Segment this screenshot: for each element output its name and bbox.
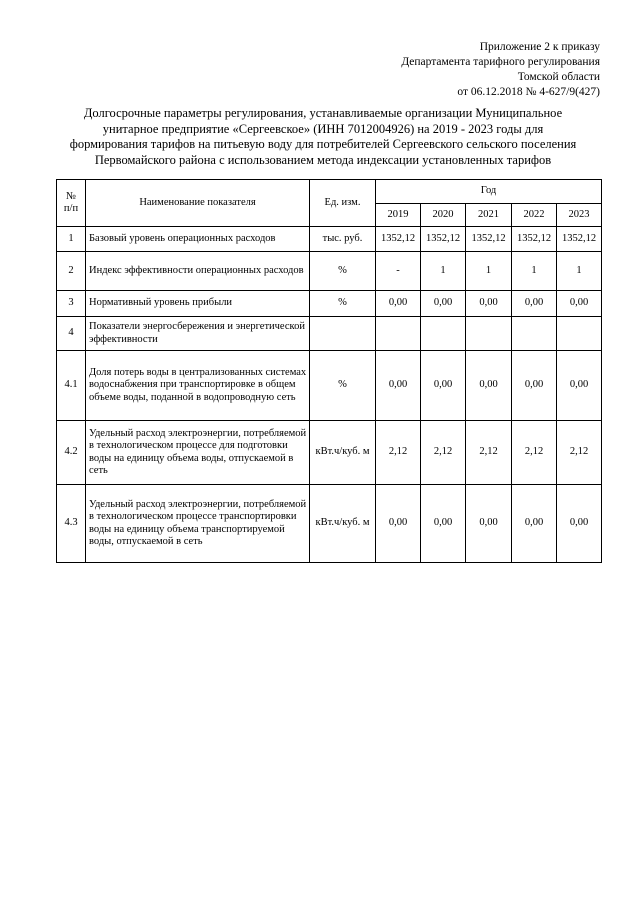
column-header-number-line: п/п bbox=[63, 203, 79, 214]
column-header-name: Наименование показателя bbox=[86, 180, 310, 227]
row-unit: % bbox=[310, 252, 376, 291]
header-line: от 06.12.2018 № 4-627/9(427) bbox=[457, 86, 600, 98]
column-header-number-line: № bbox=[65, 190, 77, 202]
table-row bbox=[57, 421, 602, 485]
row-value: 2,12 bbox=[421, 421, 466, 485]
row-name: Удельный расход электроэнергии, потребляемой в технологическом процессе транспортировки воды на единицу объема транспортируемой воды, отпускаемой в сеть bbox=[86, 485, 310, 563]
row-value: 0,00 bbox=[466, 485, 512, 563]
column-header-number bbox=[57, 180, 86, 227]
year-header: 2023 bbox=[557, 204, 602, 227]
row-unit: % bbox=[310, 351, 376, 421]
row-value: 0,00 bbox=[557, 485, 602, 563]
row-value: 0,00 bbox=[421, 485, 466, 563]
row-value bbox=[466, 317, 512, 351]
row-value: 0,00 bbox=[421, 351, 466, 421]
row-value: 1352,12 bbox=[557, 227, 602, 252]
column-header-unit: Ед. изм. bbox=[310, 180, 376, 227]
document-header bbox=[401, 40, 600, 100]
row-value: 1 bbox=[421, 252, 466, 291]
row-name: Базовый уровень операционных расходов bbox=[86, 227, 310, 252]
row-value: 1 bbox=[512, 252, 557, 291]
row-name: Удельный расход электроэнергии, потребляемой в технологическом процессе для подготовки воды на единицу объема воды, отпускаемой в сеть bbox=[86, 421, 310, 485]
title-line: формирования тарифов на питьевую воду для потребителей Сергеевского сельского поселения bbox=[69, 137, 577, 151]
row-value: 0,00 bbox=[466, 291, 512, 317]
row-value: 1 bbox=[466, 252, 512, 291]
row-unit: кВт.ч/куб. м bbox=[310, 485, 376, 563]
row-value: 0,00 bbox=[376, 291, 421, 317]
row-value: 1352,12 bbox=[376, 227, 421, 252]
row-number: 4.3 bbox=[57, 485, 86, 563]
document-title bbox=[40, 106, 606, 168]
row-number: 4 bbox=[57, 317, 86, 351]
row-value: - bbox=[376, 252, 421, 291]
row-value: 2,12 bbox=[466, 421, 512, 485]
row-name: Нормативный уровень прибыли bbox=[86, 291, 310, 317]
table-row bbox=[57, 351, 602, 421]
table-row bbox=[57, 252, 602, 291]
table-row bbox=[57, 485, 602, 563]
year-header: 2019 bbox=[376, 204, 421, 227]
row-unit: кВт.ч/куб. м bbox=[310, 421, 376, 485]
row-value bbox=[512, 317, 557, 351]
row-value: 0,00 bbox=[376, 351, 421, 421]
header-line: Приложение 2 к приказу bbox=[479, 41, 600, 53]
row-value: 1 bbox=[557, 252, 602, 291]
row-name: Доля потерь воды в централизованных системах водоснабжения при транспортировке в общем объеме воды, поданной в водопроводную сеть bbox=[86, 351, 310, 421]
title-line: унитарное предприятие «Сергеевское» (ИНН 7012004926) на 2019 - 2023 годы для bbox=[102, 121, 544, 136]
title-line: Долгосрочные параметры регулирования, устанавливаемые организации Муниципальное bbox=[83, 106, 563, 120]
row-value: 2,12 bbox=[557, 421, 602, 485]
title-line: Первомайского района с использованием метода индексации установленных тарифов bbox=[94, 152, 552, 167]
row-value: 1352,12 bbox=[466, 227, 512, 252]
row-unit bbox=[310, 317, 376, 351]
row-value: 0,00 bbox=[557, 291, 602, 317]
row-number: 4.2 bbox=[57, 421, 86, 485]
year-header: 2022 bbox=[512, 204, 557, 227]
row-number: 2 bbox=[57, 252, 86, 291]
column-header-year: Год bbox=[376, 180, 602, 204]
row-value bbox=[557, 317, 602, 351]
table-row bbox=[57, 291, 602, 317]
row-value bbox=[421, 317, 466, 351]
header-line: Департамента тарифного регулирования bbox=[401, 56, 600, 68]
year-header: 2021 bbox=[466, 204, 512, 227]
row-number: 1 bbox=[57, 227, 86, 252]
row-value: 0,00 bbox=[557, 351, 602, 421]
row-value: 2,12 bbox=[512, 421, 557, 485]
row-name: Индекс эффективности операционных расходов bbox=[86, 252, 310, 291]
row-value: 0,00 bbox=[512, 291, 557, 317]
row-value: 0,00 bbox=[421, 291, 466, 317]
row-value: 0,00 bbox=[376, 485, 421, 563]
row-value: 0,00 bbox=[466, 351, 512, 421]
row-value: 1352,12 bbox=[512, 227, 557, 252]
header-line: Томской области bbox=[517, 71, 600, 83]
row-value: 0,00 bbox=[512, 485, 557, 563]
row-number: 4.1 bbox=[57, 351, 86, 421]
year-header: 2020 bbox=[421, 204, 466, 227]
table-row bbox=[57, 317, 602, 351]
row-value: 2,12 bbox=[376, 421, 421, 485]
row-value: 1352,12 bbox=[421, 227, 466, 252]
table-row bbox=[57, 227, 602, 252]
row-unit: % bbox=[310, 291, 376, 317]
row-value: 0,00 bbox=[512, 351, 557, 421]
parameters-table bbox=[56, 179, 602, 563]
row-unit: тыс. руб. bbox=[310, 227, 376, 252]
row-number: 3 bbox=[57, 291, 86, 317]
row-name: Показатели энергосбережения и энергетической эффективности bbox=[86, 317, 310, 351]
row-value bbox=[376, 317, 421, 351]
